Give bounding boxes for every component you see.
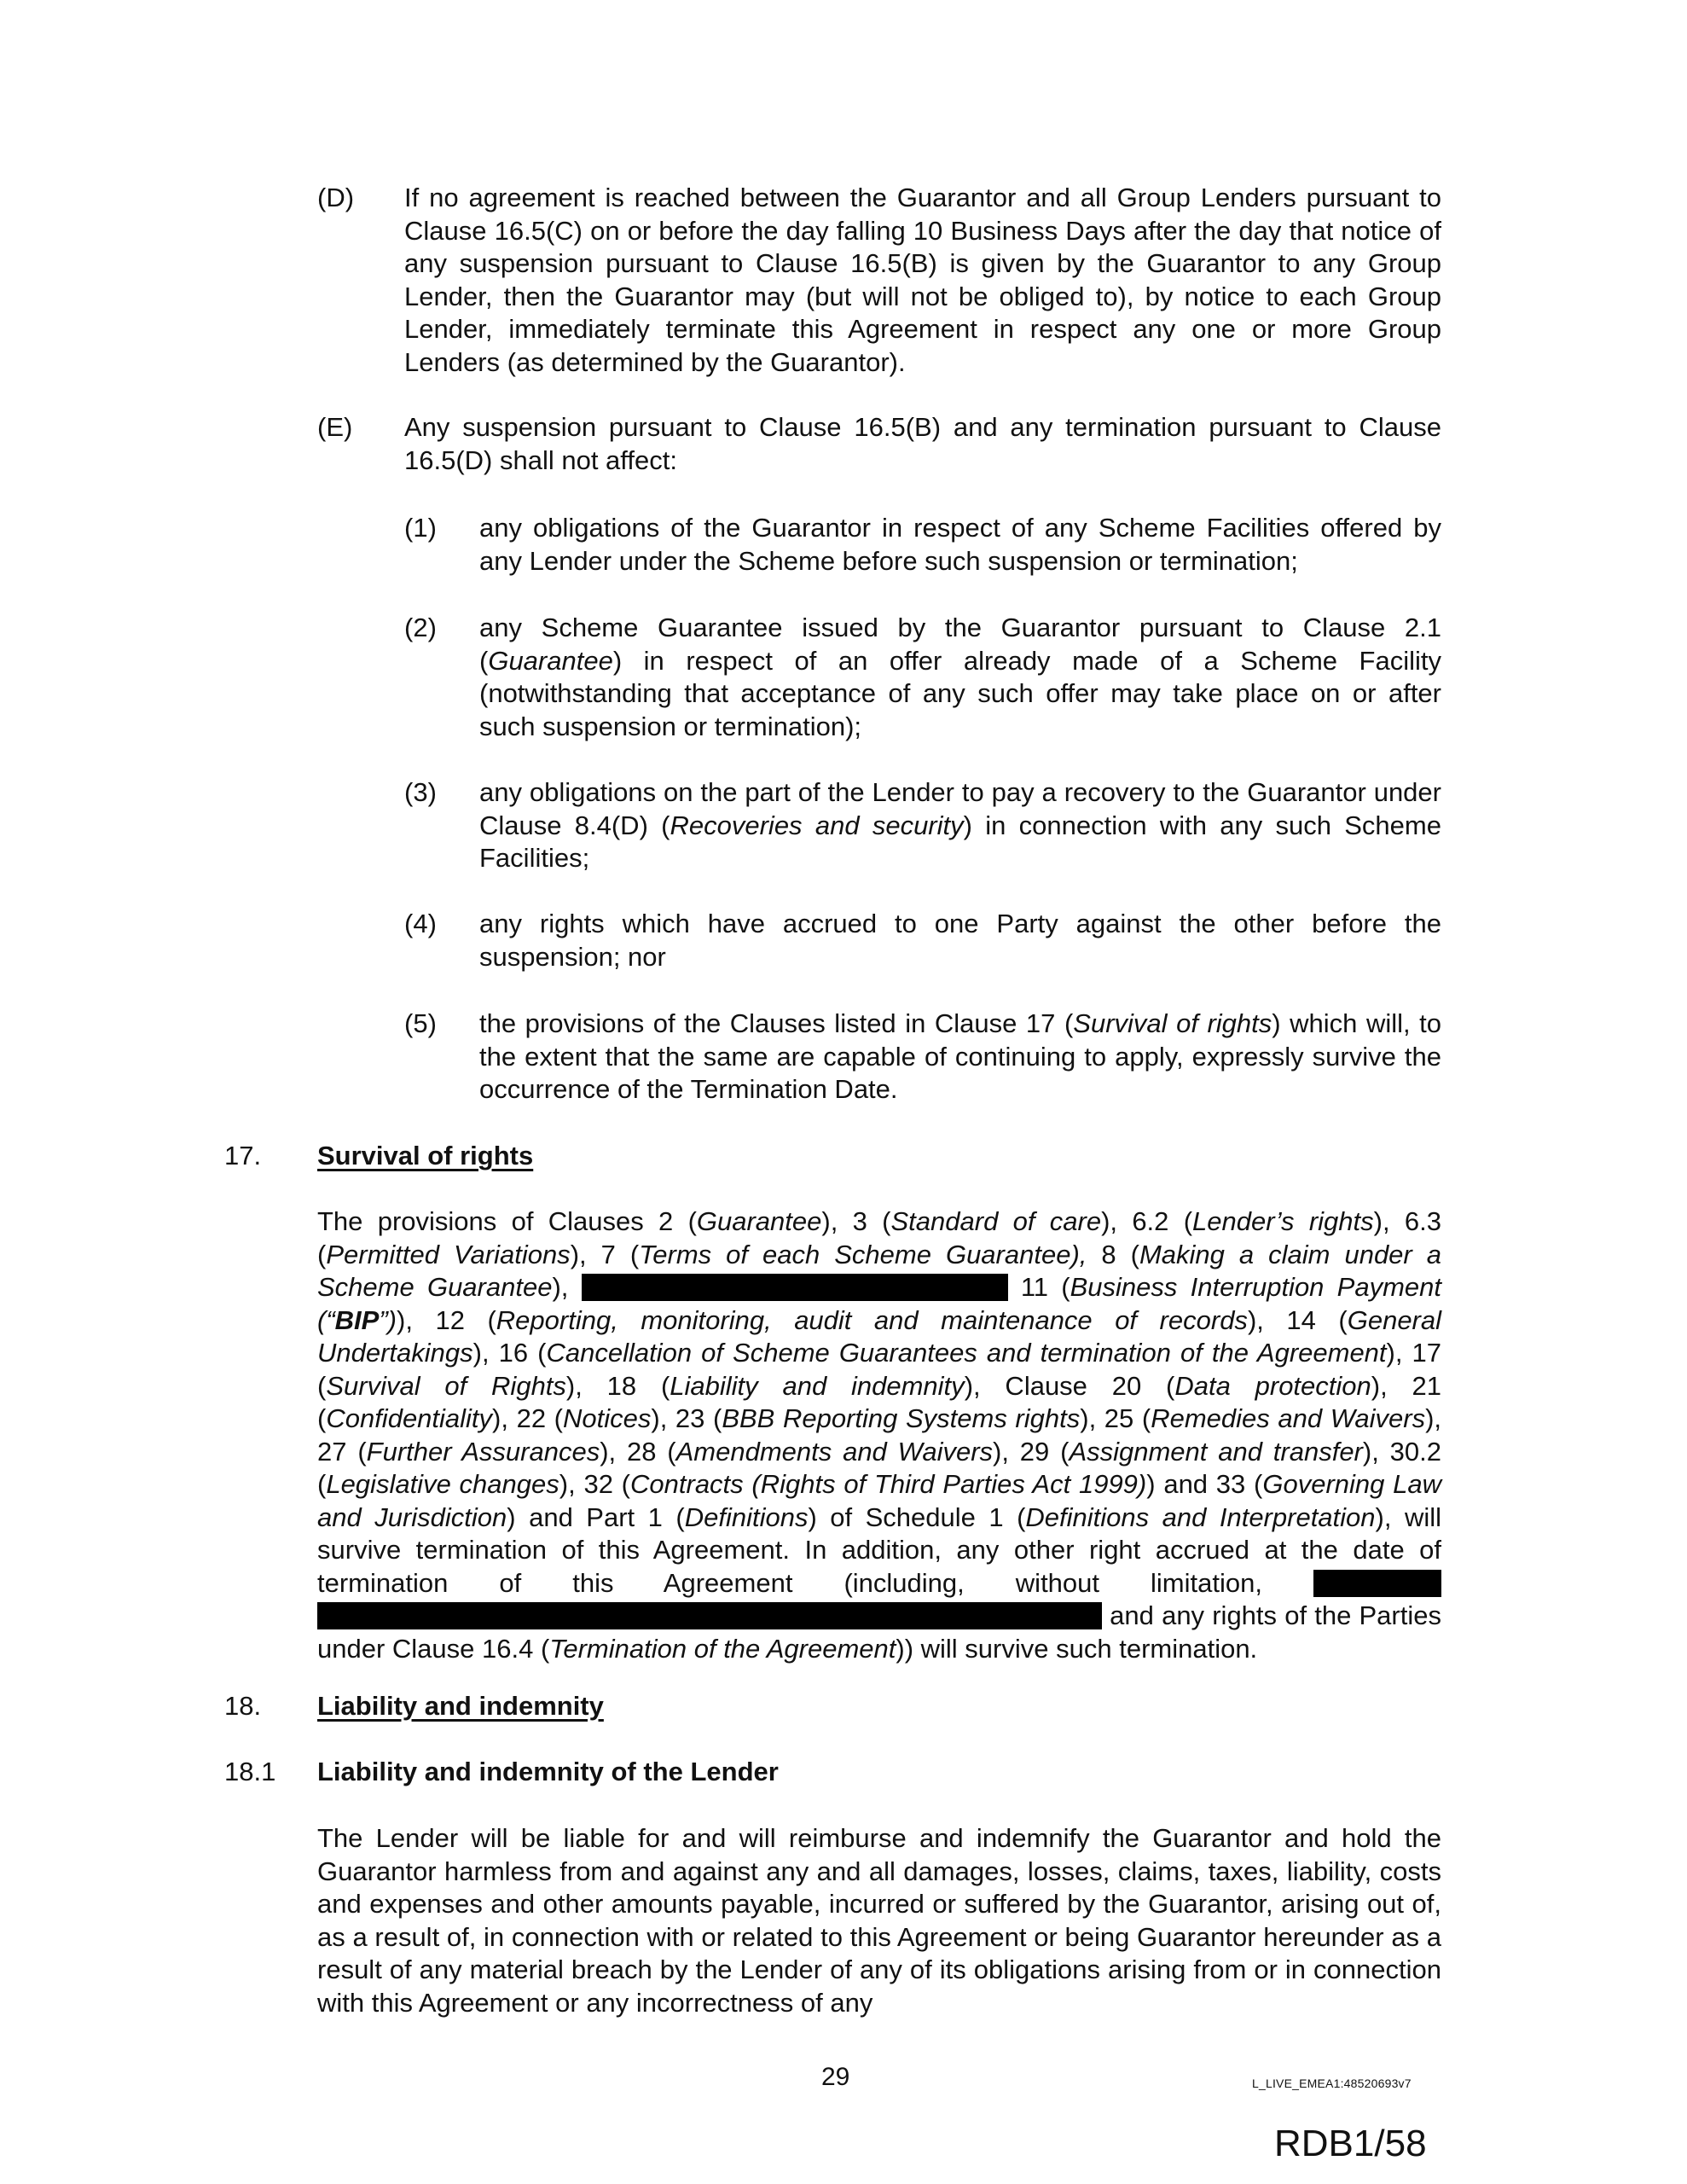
item-4-text: any rights which have accrued to one Party against the other before the suspension; nor bbox=[479, 909, 1441, 972]
item-5-text: the provisions of the Clauses listed in Clause 17 (Survival of rights) which will, to the extent that the same are capable of continuing to apply, expressly survive the occurrence of the Termination Date. bbox=[479, 1008, 1441, 1104]
item-3-label: (3) bbox=[404, 777, 437, 807]
page-number: 29 bbox=[821, 2063, 850, 2091]
item-1-text: any obligations of the Guarantor in respect of any Scheme Facilities offered by any Lender under the Scheme before such suspension or termination; bbox=[479, 513, 1441, 576]
section-17-number: 17. bbox=[224, 1141, 262, 1170]
section-17-text: The provisions of Clauses 2 (Guarantee), 3 (Standard of care), 6.2 (Lender’s rights), 6.3 (Permitted Variations), 7 (Terms of each Scheme Guarantee), 8 (Making a claim under a Scheme Guarantee), 11 (Business Interruption Payment (“BIP”)), 12 (Reporting, monitoring, audit and maintenance of records), 14 (General Undertakings), 16 (Cancellation of Scheme Guarantees and termination of the Agreement), 17 (Survival of Rights), 18 (Liability and indemnity), Clause 20 (Data protection), 21 (Confidentiality), 22 (Notices), 23 (BBB Reporting Systems rights), 25 (Remedies and Waivers), 27 (Further Assurances), 28 (Amendments and Waivers), 29 (Assignment and transfer), 30.2 (Legislative changes), 32 (Contracts (Rights of Third Parties Act 1999)) and 33 (Governing Law and Jurisdiction) and Part 1 (Definitions) of Schedule 1 (Definitions and Interpretation), will survive termination of this Agreement. In addition, any other right accrued at the date of termination of this Agreement (including, without limitation, and any rights of the Parties under Clause 16.4 (Termination of the Agreement)) will survive such termination. bbox=[317, 1206, 1442, 1664]
item-5-label: (5) bbox=[404, 1008, 437, 1038]
item-2-label: (2) bbox=[404, 613, 437, 642]
redaction-block bbox=[1313, 1570, 1441, 1597]
clause-d-text: If no agreement is reached between the Guarantor and all Group Lenders pursuant to Clause 16.5(C) on or before the day falling 10 Business Days after the day that notice of any suspension pursuant to Clause 16.5(B) is given by the Guarantor to any Group Lender, then the Guarantor may (but will not be obliged to), by notice to each Group Lender, immediately terminate this Agreement in respect any one or more Group Lenders (as determined by the Guarantor). bbox=[404, 183, 1441, 377]
section-18-1-number: 18.1 bbox=[224, 1757, 276, 1786]
section-17-title: Survival of rights bbox=[317, 1141, 534, 1170]
section-18-1-title: Liability and indemnity of the Lender bbox=[317, 1757, 779, 1786]
item-2-text: any Scheme Guarantee issued by the Guarantor pursuant to Clause 2.1 (Guarantee) in respect of an offer already made of a Scheme Facility (notwithstanding that acceptance of any such offer may take place on or after such suspension or termination); bbox=[479, 613, 1441, 741]
clause-e-text: Any suspension pursuant to Clause 16.5(B) and any termination pursuant to Clause 16.5(D) shall not affect: bbox=[404, 412, 1441, 475]
section-18-title: Liability and indemnity bbox=[317, 1691, 604, 1721]
section-18-number: 18. bbox=[224, 1691, 262, 1721]
clause-e-label: (E) bbox=[317, 412, 353, 442]
redaction-block bbox=[582, 1274, 1008, 1301]
clause-d-label: (D) bbox=[317, 183, 355, 212]
bates-stamp: RDB1/58 bbox=[1274, 2123, 1427, 2164]
redaction-block bbox=[317, 1602, 1102, 1629]
document-reference: L_LIVE_EMEA1:48520693v7 bbox=[1252, 2077, 1412, 2090]
item-3-text: any obligations on the part of the Lender to pay a recovery to the Guarantor under Clause 8.4(D) (Recoveries and security) in connection with any such Scheme Facilities; bbox=[479, 777, 1441, 873]
section-18-1-text: The Lender will be liable for and will reimburse and indemnify the Guarantor and hold the Guarantor harmless from and against any and all damages, losses, claims, taxes, liability, costs and expenses and other amounts payable, incurred or suffered by the Guarantor, arising out of, as a result of, in connection with or related to this Agreement or being Guarantor hereunder as a result of any material breach by the Lender of any of its obligations arising from or in connection with this Agreement or any incorrectness of any bbox=[317, 1823, 1441, 2018]
item-1-label: (1) bbox=[404, 513, 437, 543]
item-4-label: (4) bbox=[404, 909, 437, 938]
